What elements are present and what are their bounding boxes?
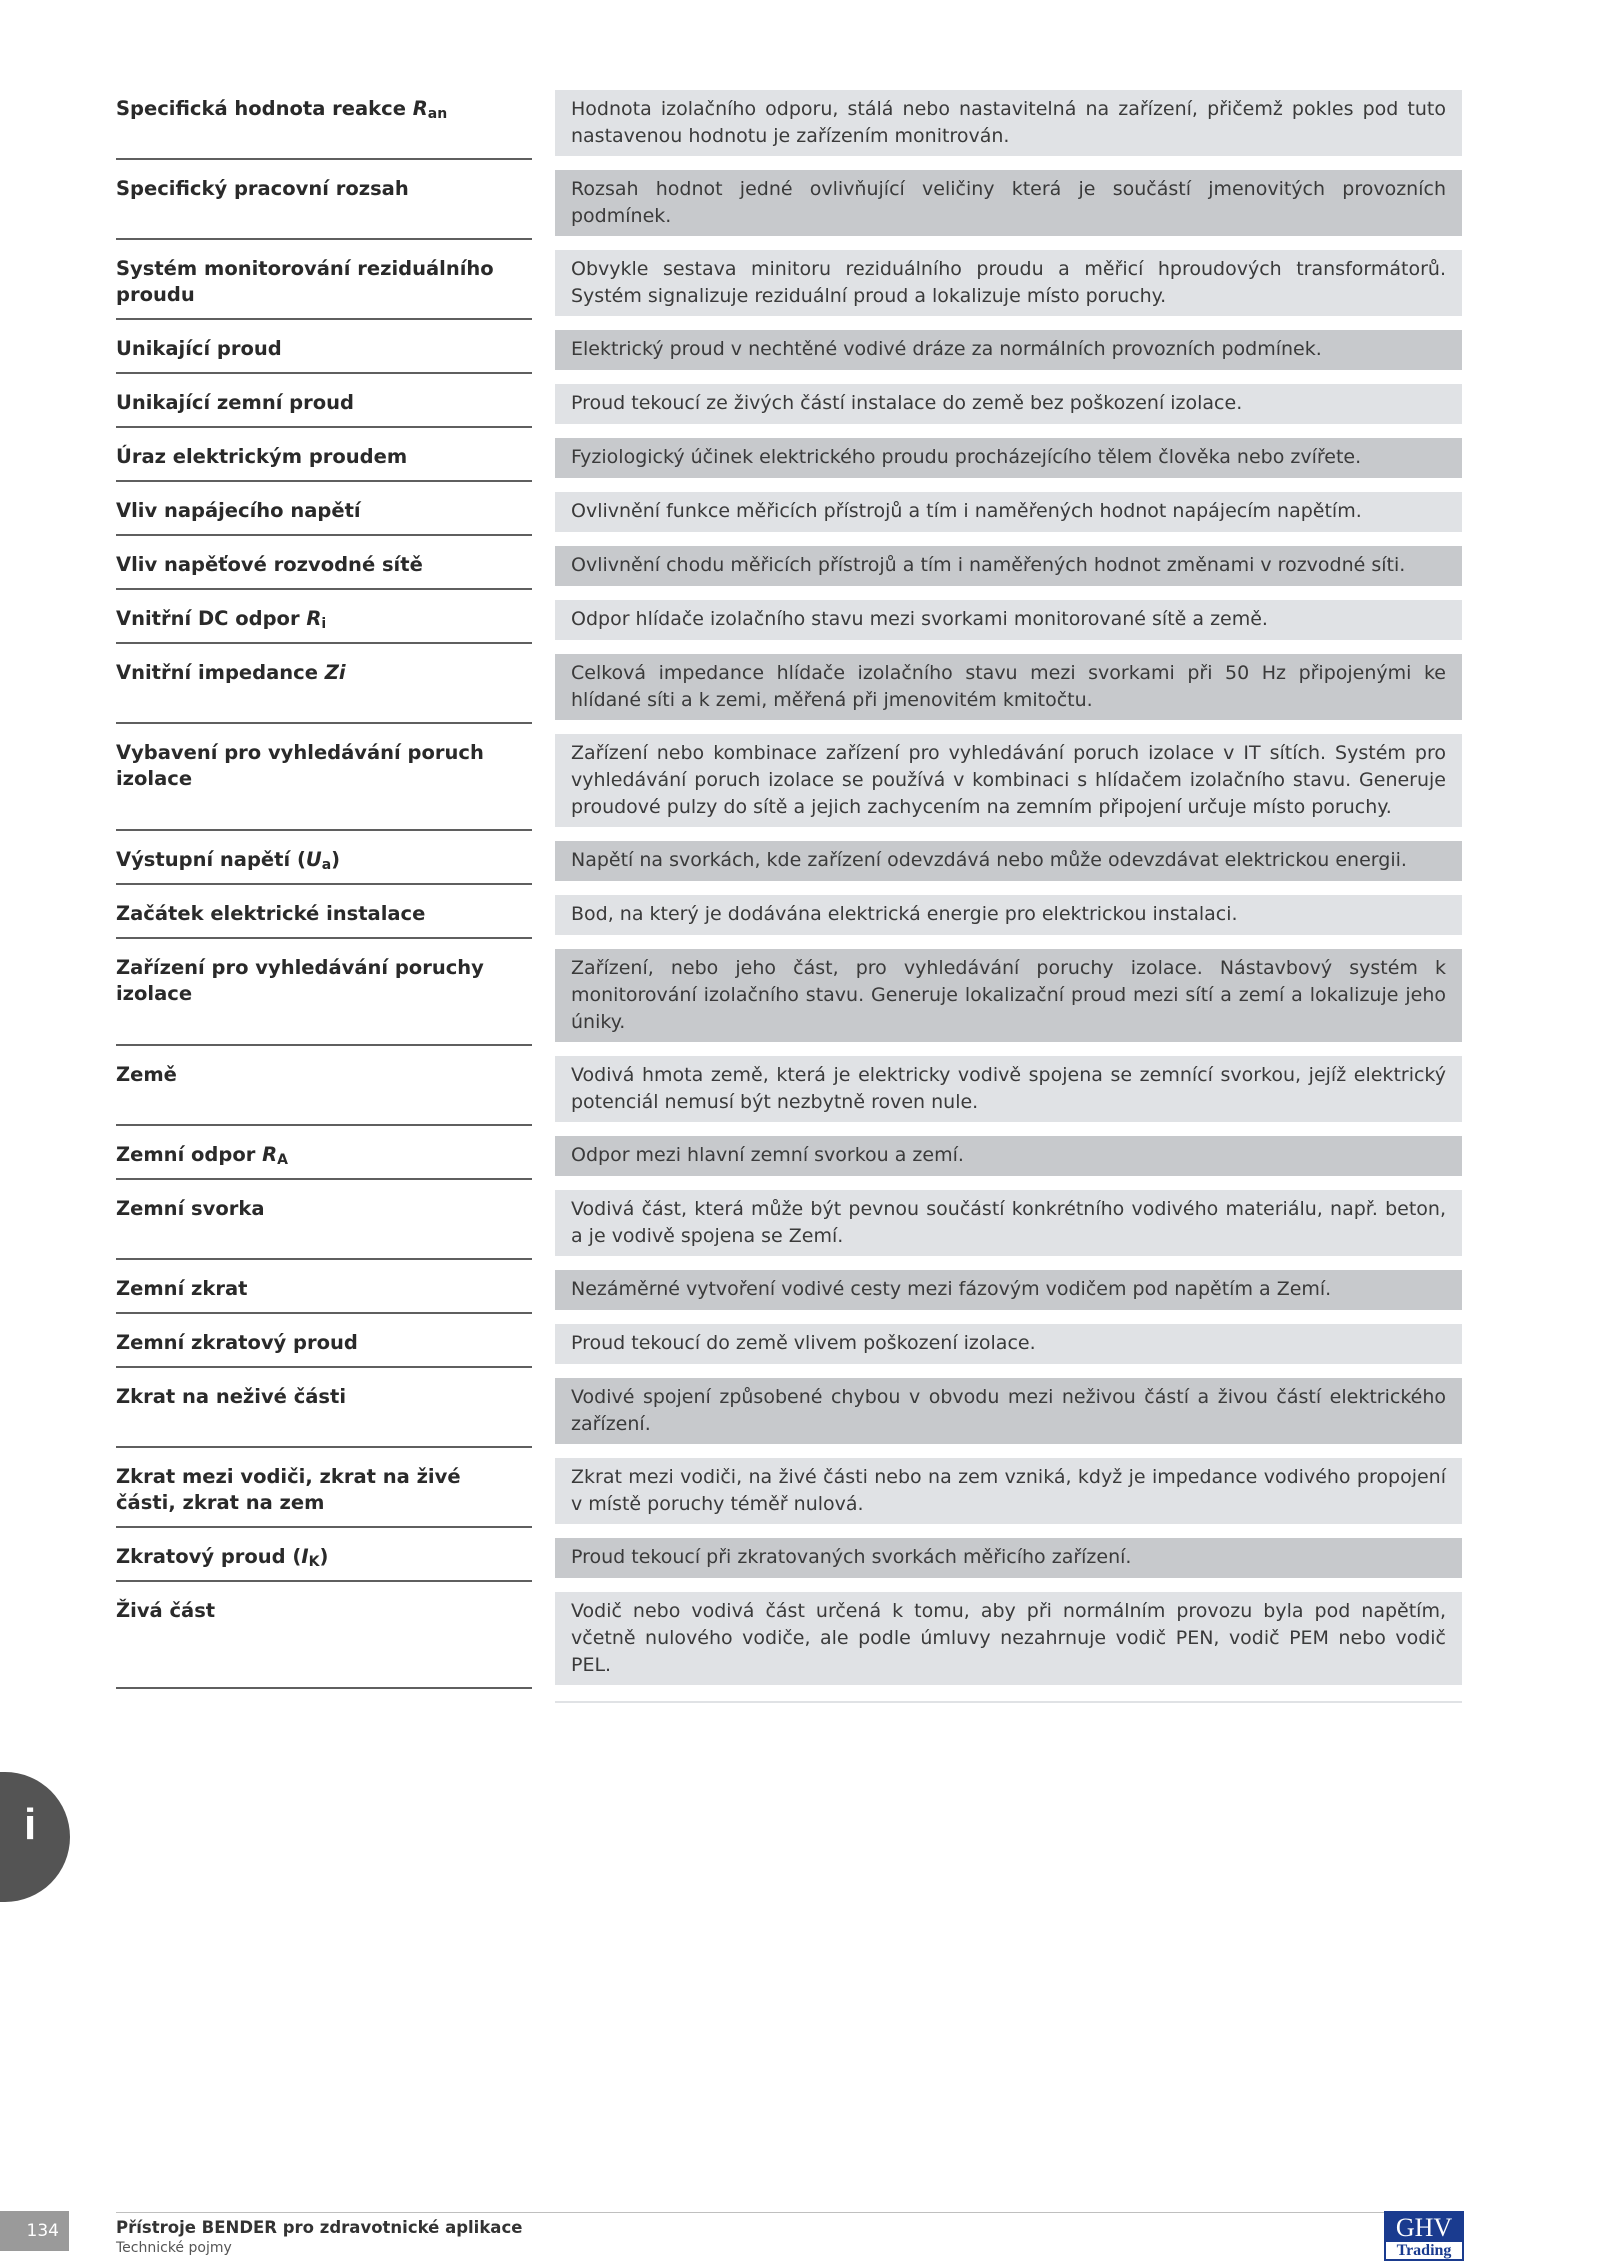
glossary-row [116, 1528, 1462, 1582]
term-cell [116, 80, 532, 160]
term-cell [116, 590, 532, 644]
term-symbol: I [301, 1545, 309, 1568]
term-symbol: R [306, 607, 322, 630]
term [116, 96, 526, 127]
term-cell [116, 644, 532, 724]
definition-cell [555, 1260, 1462, 1314]
term-cell [116, 1046, 532, 1126]
term-suffix: ) [319, 1545, 329, 1568]
term [116, 1142, 526, 1173]
term-text: Zemní zkratový proud [116, 1331, 358, 1354]
term-text: Zkrat mezi vodiči, zkrat na živé části, zkrat na zem [116, 1465, 461, 1514]
term-text: Vliv napájecího napětí [116, 499, 361, 522]
term-text: Úraz elektrickým proudem [116, 445, 408, 468]
definition-cell [555, 644, 1462, 724]
section-tab-letter: i [24, 1800, 37, 1849]
glossary-row [116, 240, 1462, 320]
term [116, 498, 526, 524]
term-subscript: a [321, 857, 332, 873]
definition: Elektrický proud v nechtěné vodivé dráze za normálních provozních podmínek. [555, 330, 1462, 370]
term-text: Systém monitorování reziduálního proudu [116, 257, 494, 306]
term [116, 552, 526, 578]
term-symbol: R [412, 97, 428, 120]
term-cell [116, 160, 532, 240]
term [116, 1196, 526, 1222]
definition-cell [555, 1448, 1462, 1528]
glossary-row [116, 1126, 1462, 1180]
term [116, 955, 526, 1007]
term [116, 1598, 526, 1624]
definition: Vodič nebo vodivá část určená k tomu, aby při normálním provozu byla pod napětím, včetně nulového vodiče, ale podle úmluvy nezahrnuje vodič PEN, vodič PEM nebo vodič PEL. [555, 1592, 1462, 1685]
definition-cell [555, 428, 1462, 482]
term-text: Zemní zkrat [116, 1277, 248, 1300]
term-cell [116, 885, 532, 939]
term-cell [116, 374, 532, 428]
term-text: Zařízení pro vyhledávání poruchy izolace [116, 956, 484, 1005]
glossary-row [116, 1260, 1462, 1314]
term [116, 256, 526, 308]
definition: Zařízení, nebo jeho část, pro vyhledávání poruchy izolace. Nástavbový systém k monitorování izolačního stavu. Generuje lokalizační proud mezi sítí a zemí a lokalizuje jeho úniky. [555, 949, 1462, 1042]
logo-text-top: GHV [1386, 2213, 1462, 2242]
table-end-rule [555, 1701, 1462, 1703]
definition: Celková impedance hlídače izolačního stavu mezi svorkami při 50 Hz připojenými ke hlídané síti a k zemi, měřená při jmenovitém kmitočtu. [555, 654, 1462, 720]
term [116, 1276, 526, 1302]
term-cell [116, 831, 532, 885]
glossary-row [116, 374, 1462, 428]
term-text: Unikající zemní proud [116, 391, 354, 414]
definition-cell [555, 1368, 1462, 1448]
glossary-row [116, 831, 1462, 885]
definition-cell [555, 240, 1462, 320]
term-cell [116, 482, 532, 536]
glossary-row [116, 590, 1462, 644]
term-subscript: K [308, 1554, 320, 1570]
definition-cell [555, 831, 1462, 885]
term-subscript: an [427, 106, 448, 122]
term-text: Vybavení pro vyhledávání poruch izolace [116, 741, 484, 790]
glossary-row [116, 1314, 1462, 1368]
term-text: Zkrat na neživé části [116, 1385, 347, 1408]
term-cell [116, 240, 532, 320]
page-number: 134 [0, 2211, 69, 2251]
glossary-row [116, 1046, 1462, 1126]
term [116, 390, 526, 416]
term-cell [116, 1314, 532, 1368]
glossary-row [116, 428, 1462, 482]
glossary-row [116, 160, 1462, 240]
definition-cell [555, 1314, 1462, 1368]
term-cell [116, 1126, 532, 1180]
term-cell [116, 1180, 532, 1260]
glossary-row [116, 1368, 1462, 1448]
term-text: Vnitřní impedance [116, 661, 325, 684]
term-text: Zemní svorka [116, 1197, 265, 1220]
term-text: Země [116, 1063, 177, 1086]
glossary-row [116, 1180, 1462, 1260]
definition: Zařízení nebo kombinace zařízení pro vyhledávání poruch izolace v IT sítích. Systém pro vyhledávání poruch izolace se používá v kombinaci s hlídačem izolačního stavu. Generuje proudové pulzy do sítě a jejich zachycením na zemním připojení určuje místo poruchy. [555, 734, 1462, 827]
term-cell [116, 1528, 532, 1582]
definition: Proud tekoucí při zkratovaných svorkách měřicího zařízení. [555, 1538, 1462, 1578]
glossary-row [116, 885, 1462, 939]
term-cell [116, 1448, 532, 1528]
term-text: Specifická hodnota reakce [116, 97, 413, 120]
term [116, 1062, 526, 1088]
term-cell [116, 939, 532, 1046]
footer-subtitle: Technické pojmy [116, 2240, 232, 2256]
term-symbol: R [262, 1143, 278, 1166]
term-cell [116, 1368, 532, 1448]
definition-cell [555, 536, 1462, 590]
definition-cell [555, 80, 1462, 160]
definition: Proud tekoucí do země vlivem poškození izolace. [555, 1324, 1462, 1364]
term-text: Specifický pracovní rozsah [116, 177, 409, 200]
term [116, 740, 526, 792]
term [116, 336, 526, 362]
term-subscript: i [321, 616, 327, 632]
term-cell [116, 724, 532, 831]
term-text: Živá část [116, 1599, 216, 1622]
term-cell [116, 1260, 532, 1314]
definition: Ovlivnění funkce měřicích přístrojů a tím i naměřených hodnot napájecím napětím. [555, 492, 1462, 532]
definition: Nezáměrné vytvoření vodivé cesty mezi fázovým vodičem pod napětím a Zemí. [555, 1270, 1462, 1310]
term-suffix: ) [331, 848, 341, 871]
term [116, 1330, 526, 1356]
term [116, 606, 526, 637]
definition: Ovlivnění chodu měřicích přístrojů a tím i naměřených hodnot změnami v rozvodné síti. [555, 546, 1462, 586]
term [116, 901, 526, 927]
definition-cell [555, 1528, 1462, 1582]
term-text: Vnitřní DC odpor [116, 607, 307, 630]
definition: Hodnota izolačního odporu, stálá nebo nastavitelná na zařízení, přičemž pokles pod tuto nastavenou hodnotu je zařízením monitrován. [555, 90, 1462, 156]
definition-cell [555, 320, 1462, 374]
glossary-row [116, 536, 1462, 590]
footer-rule [116, 2212, 1462, 2213]
glossary-row [116, 320, 1462, 374]
definition: Odpor mezi hlavní zemní svorkou a zemí. [555, 1136, 1462, 1176]
definition: Odpor hlídače izolačního stavu mezi svorkami monitorované sítě a země. [555, 600, 1462, 640]
logo-text-bottom: Trading [1396, 2242, 1452, 2259]
term [116, 1384, 526, 1410]
glossary-row [116, 939, 1462, 1046]
footer-title: Přístroje BENDER pro zdravotnické aplikace [116, 2218, 523, 2237]
term [116, 660, 526, 686]
term-symbol: Z [324, 661, 339, 684]
term-text: Začátek elektrické instalace [116, 902, 426, 925]
definition: Vodivá hmota země, která je elektricky vodivě spojena se zemnící svorkou, jejíž elektrický potenciál nemusí být nezbytně roven nule. [555, 1056, 1462, 1122]
glossary-table [116, 80, 1462, 1689]
term-subscript: A [277, 1152, 289, 1168]
term-text: Výstupní napětí ( [116, 848, 306, 871]
definition: Vodivá část, která může být pevnou součástí konkrétního vodivého materiálu, např. beton, a je vodivě spojena se Zemí. [555, 1190, 1462, 1256]
term [116, 1464, 526, 1516]
definition-cell [555, 374, 1462, 428]
term-cell [116, 428, 532, 482]
definition-cell [555, 160, 1462, 240]
definition-cell [555, 885, 1462, 939]
definition-cell [555, 1582, 1462, 1689]
definition-cell [555, 939, 1462, 1046]
definition: Vodivé spojení způsobené chybou v obvodu mezi neživou částí a živou částí elektrického zařízení. [555, 1378, 1462, 1444]
glossary-row [116, 644, 1462, 724]
term [116, 1544, 526, 1575]
definition: Obvykle sestava minitoru reziduálního proudu a měřicí hproudových transformátorů. Systém signalizuje reziduální proud a lokalizuje místo poruchy. [555, 250, 1462, 316]
glossary-row [116, 482, 1462, 536]
definition-cell [555, 1046, 1462, 1126]
definition: Fyziologický účinek elektrického proudu procházejícího tělem člověka nebo zvířete. [555, 438, 1462, 478]
glossary-row [116, 80, 1462, 160]
definition: Proud tekoucí ze živých částí instalace do země bez poškození izolace. [555, 384, 1462, 424]
definition-cell [555, 1180, 1462, 1260]
term-text: Vliv napěťové rozvodné sítě [116, 553, 423, 576]
definition: Bod, na který je dodávána elektrická energie pro elektrickou instalaci. [555, 895, 1462, 935]
definition: Zkrat mezi vodiči, na živé části nebo na zem vzniká, když je impedance vodivého propojení v místě poruchy téměř nulová. [555, 1458, 1462, 1524]
definition-cell [555, 1126, 1462, 1180]
term [116, 847, 526, 878]
ghv-trading-logo [1384, 2211, 1464, 2261]
glossary-row [116, 1582, 1462, 1689]
term-cell [116, 536, 532, 590]
term [116, 176, 526, 202]
term-text: Zkratový proud ( [116, 1545, 302, 1568]
definition-cell [555, 724, 1462, 831]
term-cell [116, 320, 532, 374]
glossary-row [116, 724, 1462, 831]
glossary-row [116, 1448, 1462, 1528]
definition: Napětí na svorkách, kde zařízení odevzdává nebo může odevzdávat elektrickou energii. [555, 841, 1462, 881]
definition: Rozsah hodnot jedné ovlivňující veličiny která je součástí jmenovitých provozních podmínek. [555, 170, 1462, 236]
definition-cell [555, 590, 1462, 644]
term-suffix: i [338, 661, 346, 684]
term-text: Zemní odpor [116, 1143, 263, 1166]
term-cell [116, 1582, 532, 1689]
term-symbol: U [305, 848, 322, 871]
definition-cell [555, 482, 1462, 536]
term [116, 444, 526, 470]
term-text: Unikající proud [116, 337, 282, 360]
